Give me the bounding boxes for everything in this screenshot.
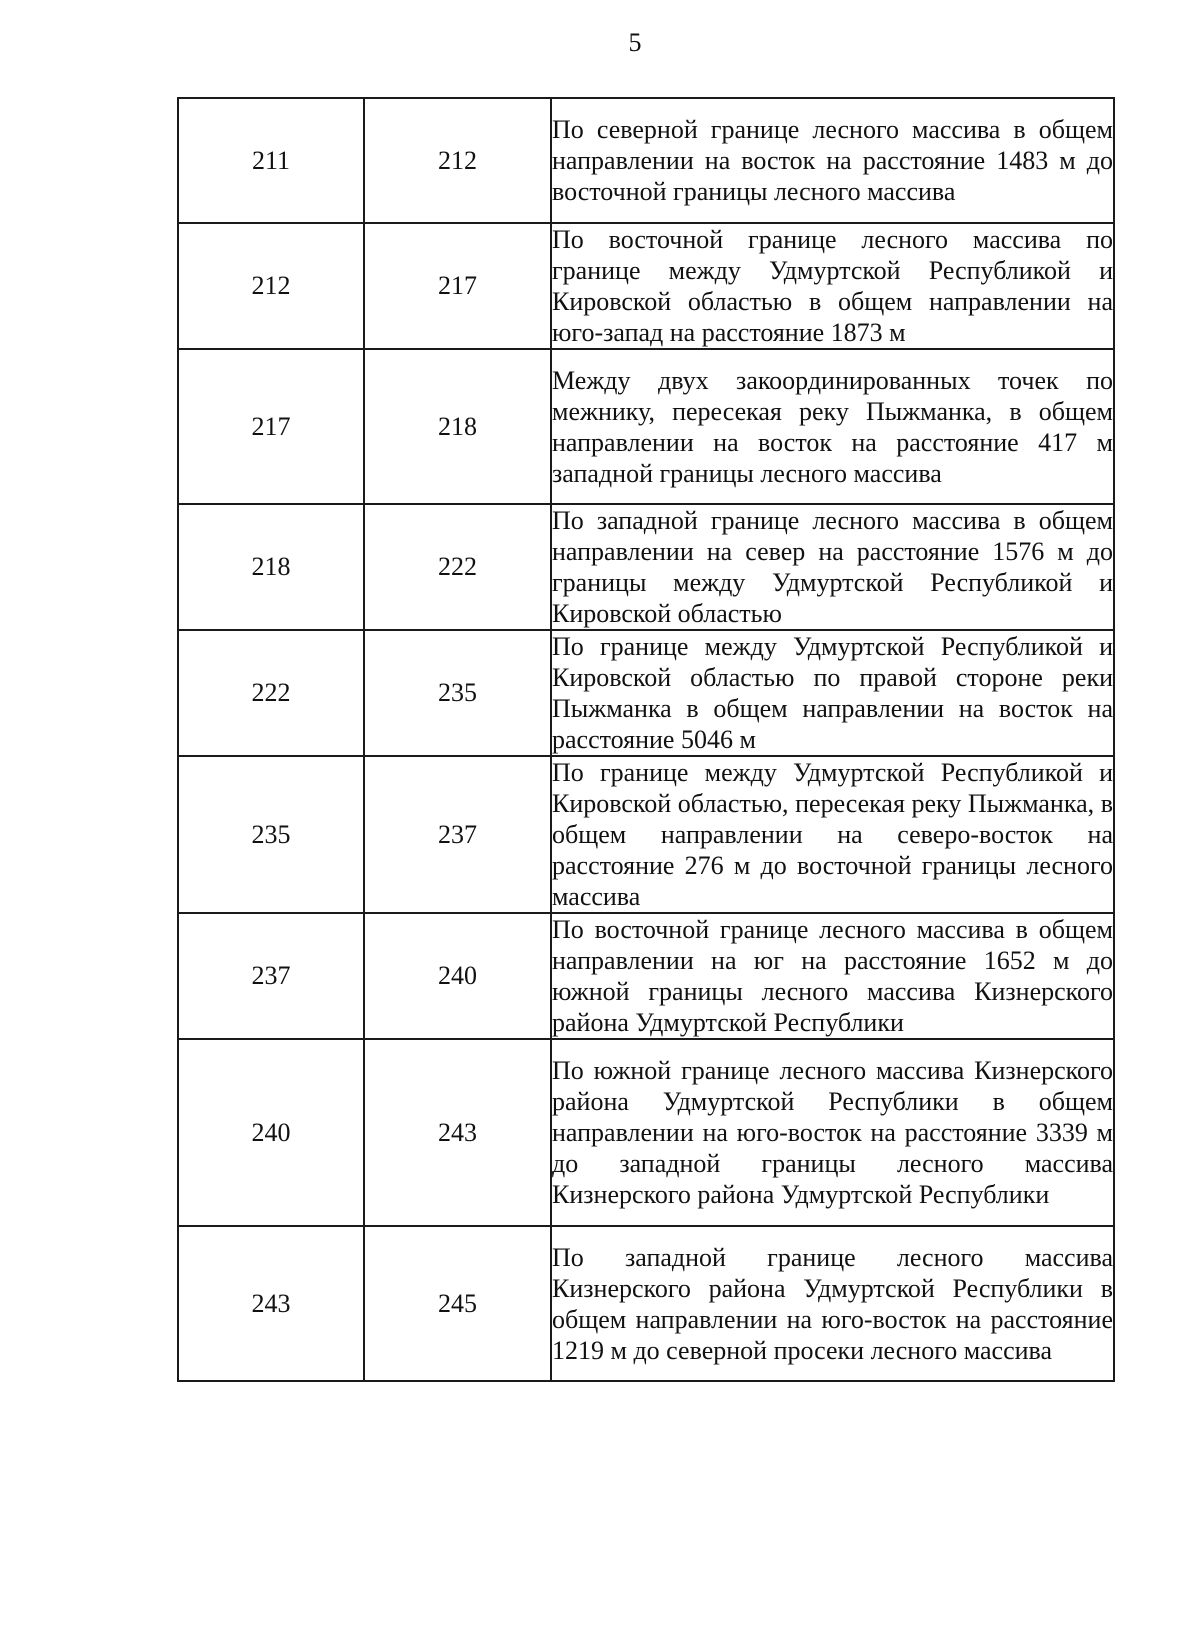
point-from-cell: 237 [178, 913, 364, 1039]
point-from-cell: 217 [178, 349, 364, 504]
table-row [178, 349, 1114, 504]
table-row [178, 630, 1114, 756]
point-to-cell: 237 [364, 756, 551, 913]
description-cell: Между двух закоординированных точек по межнику, пересекая реку Пыжманка, в общем направлении на восток на расстояние 417 м западной границы лесного массива [551, 349, 1114, 504]
point-to-cell: 218 [364, 349, 551, 504]
description-cell: По границе между Удмуртской Республикой и Кировской областью по правой стороне реки Пыжманка в общем направлении на восток на расстояние 5046 м [552, 632, 1113, 754]
description-cell: По границе между Удмуртской Республикой и Кировской областью, пересекая реку Пыжманка, в общем направлении на северо-восток на расстояние 276 м до восточной границы лесного массива [552, 758, 1113, 911]
description-cell: По западной границе лесного массива Кизнерского района Удмуртской Республики в общем направлении на юго-восток на расстояние 1219 м до северной просеки лесного массива [551, 1226, 1114, 1381]
point-to-cell: 212 [364, 98, 551, 223]
point-from-cell: 212 [178, 223, 364, 349]
point-to-cell: 243 [364, 1039, 551, 1226]
point-to-cell: 240 [364, 913, 551, 1039]
table-row [178, 1226, 1114, 1381]
point-from-cell: 235 [178, 756, 364, 913]
description-cell: По восточной границе лесного массива в общем направлении на юг на расстояние 1652 м до южной границы лесного массива Кизнерского района Удмуртской Республики [552, 915, 1113, 1037]
point-from-cell: 218 [178, 504, 364, 630]
point-from-cell: 222 [178, 630, 364, 756]
point-from-cell: 211 [178, 98, 364, 223]
point-to-cell: 245 [364, 1226, 551, 1381]
point-from-cell: 240 [178, 1039, 364, 1226]
table-row [178, 504, 1114, 630]
point-to-cell: 222 [364, 504, 551, 630]
point-to-cell: 235 [364, 630, 551, 756]
boundary-table [177, 97, 1115, 1382]
table-row [178, 223, 1114, 349]
boundary-table-body [178, 98, 1114, 1381]
table-row [178, 98, 1114, 223]
point-from-cell: 243 [178, 1226, 364, 1381]
page-number: 5 [628, 28, 642, 57]
point-to-cell: 217 [364, 223, 551, 349]
description-cell: По северной границе лесного массива в общем направлении на восток на расстояние 1483 м до восточной границы лесного массива [551, 98, 1114, 223]
description-cell: По южной границе лесного массива Кизнерского района Удмуртской Республики в общем направлении на юго-восток на расстояние 3339 м до западной границы лесного массива Кизнерского района Удмуртской Республики [551, 1039, 1114, 1226]
table-row [178, 1039, 1114, 1226]
table-row [178, 756, 1114, 913]
description-cell: По восточной границе лесного массива по границе между Удмуртской Республикой и Кировской областью в общем направлении на юго-запад на расстояние 1873 м [552, 225, 1113, 347]
table-row [178, 913, 1114, 1039]
description-cell: По западной границе лесного массива в общем направлении на север на расстояние 1576 м до границы между Удмуртской Республикой и Кировской областью [552, 506, 1113, 628]
